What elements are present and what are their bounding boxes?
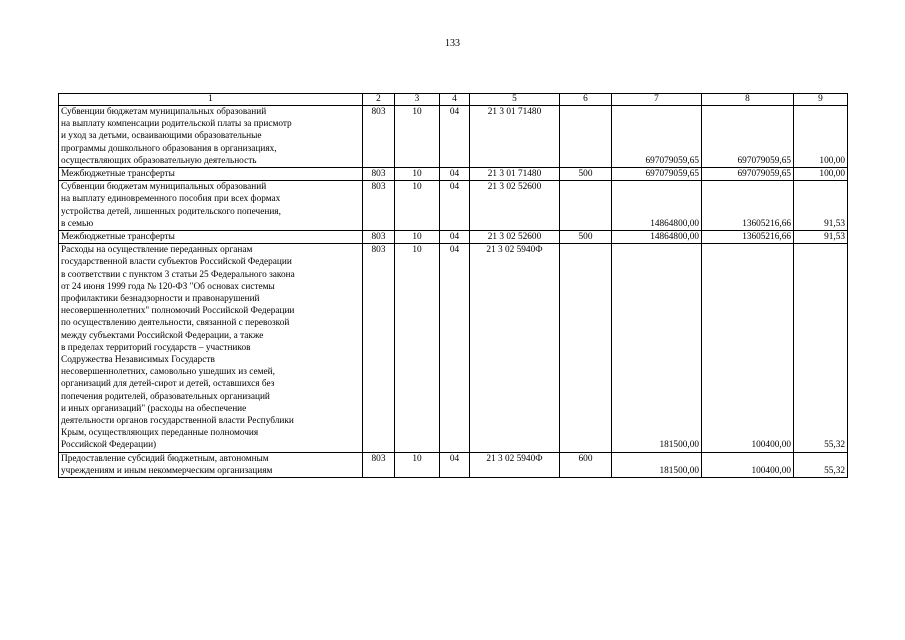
table-row (59, 231, 848, 244)
row-description (59, 452, 363, 477)
description-line: Межбюджетные трансферты (61, 232, 175, 243)
description-line: от 24 июня 1999 года № 120-ФЗ "Об основах системы (61, 281, 275, 292)
execution-percent: 55,32 (794, 244, 848, 452)
row-description (59, 168, 363, 181)
description-line: Крым, осуществляющих переданные полномочия (61, 428, 259, 439)
description-line: по осуществлению деятельности, связанной с перевозкой (61, 318, 290, 329)
executed-amount: 697079059,65 (702, 106, 794, 168)
description-line: на выплату компенсации родительской платы за присмотр (61, 119, 292, 130)
execution-percent: 100,00 (794, 168, 848, 181)
table-row (59, 168, 848, 181)
description-line: Российской Федерации) (61, 440, 157, 451)
expense-type-code (560, 181, 612, 231)
description-line: несовершеннолетних, самовольно ушедших из семей, (61, 367, 275, 378)
description-line: организаций для детей-сирот и детей, оставшихся без (61, 379, 275, 390)
description-line: и уход за детьми, осваивающими образовательные (61, 131, 262, 142)
description-line: профилактики безнадзорности и правонарушений (61, 294, 260, 305)
approved-amount: 181500,00 (612, 244, 702, 452)
header-cell: 9 (794, 94, 848, 106)
subsection-code: 10 (395, 231, 440, 244)
description-line: попечения родителей, образовательных организаций (61, 391, 270, 402)
execution-percent: 91,53 (794, 231, 848, 244)
table-row (59, 452, 848, 477)
subsection-code: 10 (395, 244, 440, 452)
expense-type-code: 600 (560, 452, 612, 477)
description-line: государственной власти субъектов Российской Федерации (61, 257, 292, 268)
target-article-code: 21 3 02 52600 (470, 231, 560, 244)
description-line: Расходы на осуществление переданных органам (61, 245, 253, 256)
description-line: между субъектами Российской Федерации, а также (61, 330, 264, 341)
approved-amount: 697079059,65 (612, 168, 702, 181)
description-line: на выплату единовременного пособия при всех формах (61, 194, 281, 205)
chapter-code: 04 (440, 106, 470, 168)
subsection-code: 10 (395, 168, 440, 181)
executed-amount: 697079059,65 (702, 168, 794, 181)
section-code: 803 (363, 106, 395, 168)
header-cell: 4 (440, 94, 470, 106)
page-number: 133 (445, 38, 460, 49)
chapter-code: 04 (440, 244, 470, 452)
description-line: Субвенции бюджетам муниципальных образований (61, 107, 267, 117)
row-description (59, 231, 363, 244)
target-article-code: 21 3 02 5940Ф (470, 452, 560, 477)
description-line: в семью (61, 218, 94, 229)
description-line: деятельности органов государственной власти Республики (61, 416, 294, 427)
header-cell: 3 (395, 94, 440, 106)
section-code: 803 (363, 244, 395, 452)
row-description (59, 181, 363, 231)
target-article-code: 21 3 01 71480 (470, 168, 560, 181)
execution-percent: 91,53 (794, 181, 848, 231)
header-cell: 8 (702, 94, 794, 106)
description-line: Межбюджетные трансферты (61, 169, 175, 180)
table-row (59, 181, 848, 231)
row-description (59, 106, 363, 168)
table-row (59, 244, 848, 452)
expense-type-code: 500 (560, 231, 612, 244)
subsection-code: 10 (395, 452, 440, 477)
table-header-row (59, 94, 848, 106)
executed-amount: 13605216,66 (702, 181, 794, 231)
header-cell: 1 (59, 94, 363, 106)
chapter-code: 04 (440, 168, 470, 181)
description-line: Субвенции бюджетам муниципальных образований (61, 182, 267, 193)
executed-amount: 13605216,66 (702, 231, 794, 244)
executed-amount: 100400,00 (702, 452, 794, 477)
description-line: осуществляющих образовательную деятельность (61, 155, 257, 166)
approved-amount: 14864800,00 (612, 181, 702, 231)
expense-type-code (560, 106, 612, 168)
target-article-code: 21 3 02 5940Ф (470, 244, 560, 452)
budget-table (58, 93, 848, 478)
expense-type-code (560, 244, 612, 452)
chapter-code: 04 (440, 181, 470, 231)
execution-percent: 55,32 (794, 452, 848, 477)
approved-amount: 14864800,00 (612, 231, 702, 244)
subsection-code: 10 (395, 106, 440, 168)
description-line: в пределах территорий государств – участников (61, 342, 251, 353)
description-line: учреждениям и иным некоммерческим организациям (61, 465, 273, 476)
target-article-code: 21 3 02 52600 (470, 181, 560, 231)
target-article-code: 21 3 01 71480 (470, 106, 560, 168)
approved-amount: 697079059,65 (612, 106, 702, 168)
header-cell: 6 (560, 94, 612, 106)
header-cell: 2 (363, 94, 395, 106)
header-cell: 7 (612, 94, 702, 106)
section-code: 803 (363, 168, 395, 181)
section-code: 803 (363, 231, 395, 244)
chapter-code: 04 (440, 231, 470, 244)
section-code: 803 (363, 452, 395, 477)
chapter-code: 04 (440, 452, 470, 477)
description-line: в соответствии с пунктом 3 статьи 25 Федерального закона (61, 269, 295, 280)
table-row (59, 106, 848, 168)
description-line: несовершеннолетних" полномочий Российской Федерации (61, 306, 295, 317)
subsection-code: 10 (395, 181, 440, 231)
execution-percent: 100,00 (794, 106, 848, 168)
header-cell: 5 (470, 94, 560, 106)
expense-type-code: 500 (560, 168, 612, 181)
description-line: программы дошкольного образования в организациях, (61, 143, 277, 154)
row-description (59, 244, 363, 452)
executed-amount: 100400,00 (702, 244, 794, 452)
description-line: Предоставление субсидий бюджетным, автономным (61, 453, 269, 464)
section-code: 803 (363, 181, 395, 231)
description-line: устройства детей, лишенных родительского попечения, (61, 206, 281, 217)
approved-amount: 181500,00 (612, 452, 702, 477)
description-line: и иных организаций" (расходы на обеспечение (61, 403, 247, 414)
description-line: Содружества Независимых Государств (61, 355, 215, 366)
